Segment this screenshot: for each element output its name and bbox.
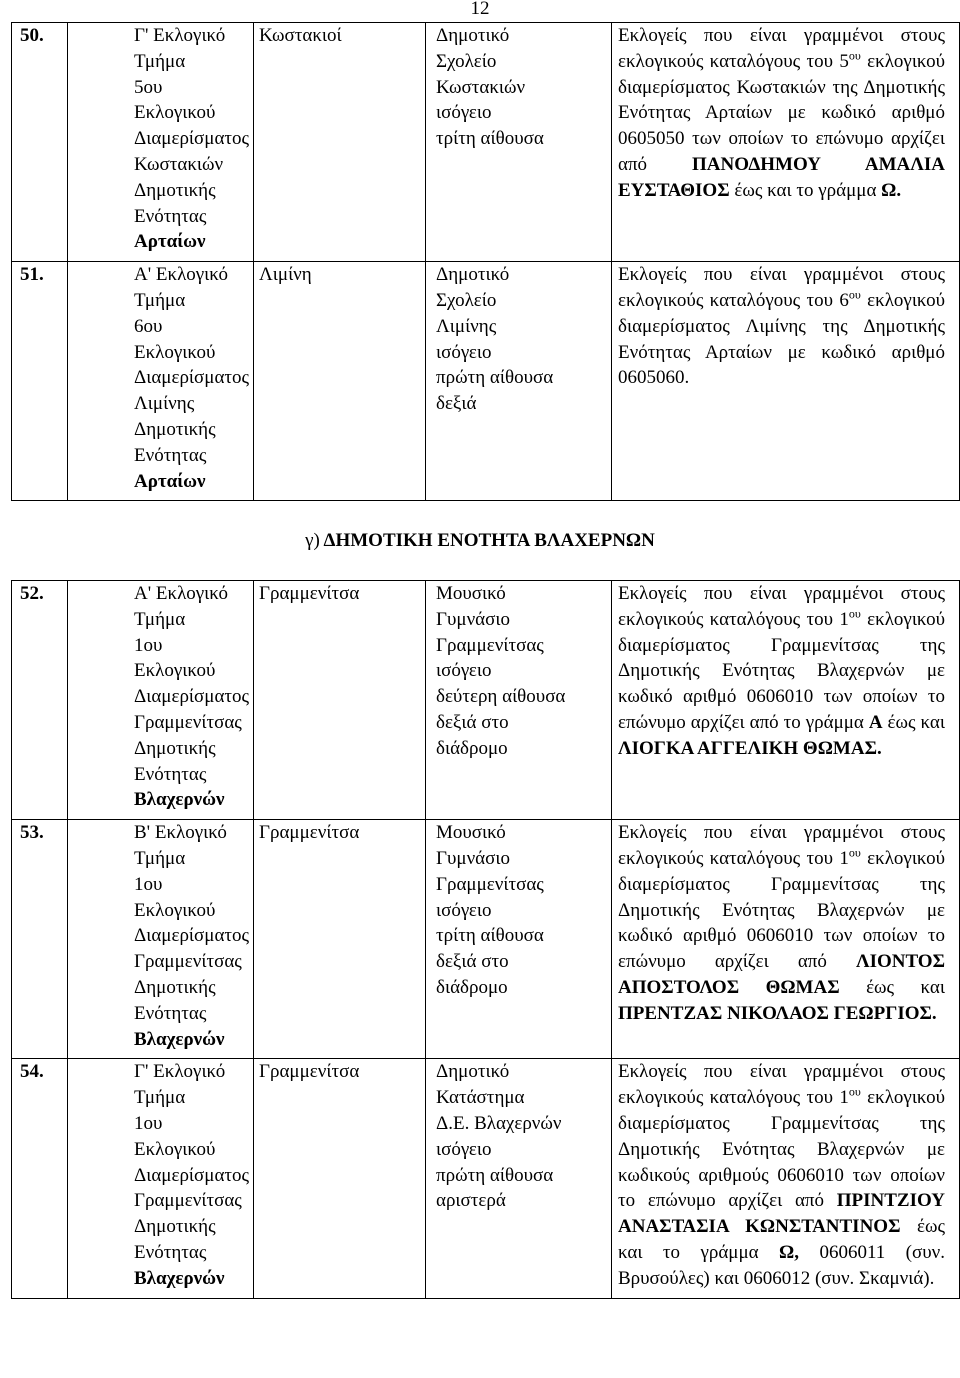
polling-section-line: 1ου Εκλογικού: [134, 1112, 216, 1160]
polling-section-line: Διαμερίσματος: [134, 925, 250, 947]
location-line: Γυμνάσιο: [436, 608, 510, 630]
surname-range-start: ΠΡΙΝΤΖΙΟΥ ΑΝΑΣΤΑΣΙΑ ΚΩΝΣΤΑΝΤΙΝΟΣ: [618, 1190, 945, 1238]
place-name: Κωστακιοί: [259, 25, 342, 46]
polling-section-line: Τμήμα: [134, 608, 186, 630]
description-text: έως και: [839, 976, 945, 998]
location-line: ισόγειο: [436, 899, 492, 921]
location-line: τρίτη αίθουσα: [436, 128, 544, 150]
location-line: Σχολείο: [436, 289, 497, 311]
ordinal-suffix: ου: [848, 606, 861, 621]
polling-section-line: Κωστακιών: [134, 153, 224, 175]
description-text: έως και: [882, 711, 945, 733]
section-heading-title: ΔΗΜΟΤΙΚΗ ΕΝΟΤΗΤΑ ΒΛΑΧΕΡΝΩΝ: [323, 530, 655, 551]
voters-description: [618, 581, 945, 762]
polling-section-line: Ενότητας: [134, 1241, 207, 1263]
place-cell: [254, 23, 426, 262]
polling-section-line: Δημοτικής: [134, 1216, 216, 1238]
location-line: Δημοτικό: [436, 264, 510, 286]
location-cell: [426, 23, 612, 262]
polling-section-line: 5ου Εκλογικού: [134, 76, 216, 124]
location-line: Γυμνάσιο: [436, 847, 510, 869]
table-row: [12, 820, 960, 1059]
polling-section-unit: Βλαχερνών: [134, 1028, 225, 1050]
polling-section-unit: Αρταίων: [134, 231, 206, 253]
description-text: Εκλογείς που είναι γραμμένοι στους εκλογικούς καταλόγους του 1: [618, 1061, 945, 1109]
page-number: 12: [470, 0, 490, 19]
row-number: 51.: [20, 264, 44, 286]
location-cell: [426, 1059, 612, 1298]
polling-section-line: Δημοτικής: [134, 976, 216, 998]
surname-range-start: ΛΙΟΝΤΟΣ ΑΠΟΣΤΟΛΟΣ ΘΩΜΑΣ: [618, 951, 945, 998]
description-text: έως και το γράμμα: [729, 179, 882, 201]
description-text: Εκλογείς που είναι γραμμένοι στους εκλογικούς καταλόγους του 1: [618, 583, 945, 630]
location-line: ισόγειο: [436, 660, 492, 682]
polling-section-line: Δημοτικής: [134, 418, 216, 440]
row-number-cell: [12, 820, 68, 1059]
location-cell: [426, 262, 612, 501]
place-name: Λιμίνη: [259, 264, 312, 286]
location-line: διάδρομο: [436, 737, 508, 759]
surname-range-end: Ω,: [779, 1241, 800, 1263]
polling-section-line: Γ' Εκλογικό: [134, 1061, 226, 1083]
polling-section-line: Ενότητας: [134, 763, 207, 785]
location-line: Δημοτικό: [436, 1061, 510, 1083]
location-line: Μουσικό: [436, 822, 506, 844]
location-line: τρίτη αίθουσα: [436, 925, 544, 947]
location-line: δεύτερη αίθουσα: [436, 686, 566, 708]
section-heading-prefix: γ): [305, 530, 320, 551]
polling-section-cell: [68, 1059, 254, 1298]
polling-section-line: Γραμμενίτσας: [134, 711, 242, 733]
polling-section-cell: [68, 23, 254, 262]
row-number: 50.: [20, 25, 44, 46]
location-line: Μουσικό: [436, 583, 506, 604]
place-name: Γραμμενίτσα: [259, 583, 360, 604]
location-line: ισόγειο: [436, 102, 492, 124]
row-number: 54.: [20, 1061, 44, 1083]
polling-section-line: 1ου Εκλογικού: [134, 873, 216, 921]
row-number: 53.: [20, 822, 44, 844]
polling-section-line: Διαμερίσματος: [134, 128, 250, 150]
table-row: [12, 262, 960, 501]
surname-range-start: Α: [868, 711, 883, 733]
polling-section-line: Γραμμενίτσας: [134, 951, 242, 973]
voters-description: [618, 1059, 945, 1291]
surname-range-end: ΠΡΕΝΤΖΑΣ ΝΙΚΟΛΑΟΣ ΓΕΩΡΓΙΟΣ.: [618, 1002, 937, 1024]
table-row: [12, 23, 960, 262]
voters-description: [618, 820, 945, 1026]
location-cell: [426, 581, 612, 820]
location-line: Γραμμενίτσας: [436, 873, 544, 895]
place-name: Γραμμενίτσα: [259, 1061, 360, 1083]
ordinal-suffix: ου: [848, 287, 861, 302]
description-text: Εκλογείς που είναι γραμμένοι στους εκλογικούς καταλόγους του 1: [618, 822, 945, 869]
location-line: Λιμίνης: [436, 315, 497, 337]
polling-section-unit: Αρταίων: [134, 470, 206, 492]
polling-section-cell: [68, 820, 254, 1059]
voters-description-cell: [612, 262, 960, 501]
voters-description: [618, 23, 945, 204]
location-line: δεξιά στο: [436, 711, 509, 733]
voters-description-cell: [612, 1059, 960, 1298]
voters-description-cell: [612, 581, 960, 820]
polling-section-line: Λιμίνης: [134, 393, 195, 415]
description-text: εκλογικού διαμερίσματος Κωστακιών της Δημοτικής Ενότητας Αρταίων με κωδικό αριθμό 0605050 των οποίων το επώνυμο αρχίζει από: [618, 50, 945, 175]
voters-description: [618, 262, 945, 391]
location-line: δεξιά στο: [436, 951, 509, 973]
surname-range-end: ΛΙΟΓΚΑ ΑΓΓΕΛΙΚΗ ΘΩΜΑΣ.: [618, 737, 882, 759]
location-line: ισόγειο: [436, 341, 492, 363]
polling-section-line: Α' Εκλογικό: [134, 583, 228, 604]
place-cell: [254, 262, 426, 501]
location-line: πρώτη αίθουσα: [436, 1164, 554, 1186]
location-line: δεξιά: [436, 393, 477, 415]
polling-section-line: 6ου Εκλογικού: [134, 315, 216, 363]
polling-section-line: Δημοτικής: [134, 179, 216, 201]
polling-section-line: Τμήμα: [134, 1087, 186, 1109]
voters-description-cell: [612, 820, 960, 1059]
ordinal-suffix: ου: [848, 48, 861, 63]
polling-section-line: Διαμερίσματος: [134, 367, 250, 389]
description-text: Εκλογείς που είναι γραμμένοι στους εκλογικούς καταλόγους του 6: [618, 264, 945, 311]
polling-section-line: Β' Εκλογικό: [134, 822, 227, 844]
location-cell: [426, 820, 612, 1059]
table-row: [12, 581, 960, 820]
location-line: διάδρομο: [436, 976, 508, 998]
polling-section-cell: [68, 581, 254, 820]
description-text: εκλογικού διαμερίσματος Γραμμενίτσας της Δημοτικής Ενότητας Βλαχερνών με κωδικό αριθμό 0606010 των οποίων το επώνυμο αρχίζει από το γράμμα: [618, 608, 945, 733]
row-number-cell: [12, 581, 68, 820]
polling-section-line: Τμήμα: [134, 847, 186, 869]
voters-description-cell: [612, 23, 960, 262]
polling-section-line: Διαμερίσματος: [134, 1164, 250, 1186]
location-line: Δ.Ε. Βλαχερνών: [436, 1112, 562, 1134]
polling-section-line: Διαμερίσματος: [134, 686, 250, 708]
polling-section-line: Τμήμα: [134, 50, 186, 72]
polling-section-line: Τμήμα: [134, 289, 186, 311]
polling-section-line: Ενότητας: [134, 205, 207, 227]
polling-section-line: Γραμμενίτσας: [134, 1190, 242, 1212]
table-top: [11, 22, 960, 501]
ordinal-suffix: ου: [848, 845, 861, 860]
location-line: Κωστακιών: [436, 76, 526, 98]
polling-section-unit: Βλαχερνών: [134, 1267, 225, 1289]
polling-section-cell: [68, 262, 254, 501]
polling-section-line: Α' Εκλογικό: [134, 264, 228, 286]
row-number-cell: [12, 262, 68, 501]
polling-section-line: 1ου Εκλογικού: [134, 634, 216, 682]
table-bottom: [11, 580, 960, 1299]
polling-section-line: Ενότητας: [134, 1002, 207, 1024]
description-text: εκλογικού διαμερίσματος Γραμμενίτσας της Δημοτικής Ενότητας Βλαχερνών με κωδικούς αριθμούς 0606010 των οποίων το επώνυμο αρχίζει από: [618, 1087, 945, 1212]
description-text: έως και το γράμμα: [618, 1216, 945, 1263]
location-line: Σχολείο: [436, 50, 497, 72]
description-text: εκλογικού διαμερίσματος Γραμμενίτσας της Δημοτικής Ενότητας Βλαχερνών με κωδικό αριθμό 0606010 των οποίων το επώνυμο αρχίζει από: [618, 847, 945, 973]
place-name: Γραμμενίτσα: [259, 822, 360, 844]
description-text: Εκλογείς που είναι γραμμένοι στους εκλογικούς καταλόγους του 5: [618, 25, 945, 72]
polling-section-line: Δημοτικής: [134, 737, 216, 759]
surname-range-start: ΠΑΝΟΔΗΜΟΥ ΑΜΑΛΙΑ ΕΥΣΤΑΘΙΟΣ: [618, 153, 945, 201]
location-line: πρώτη αίθουσα: [436, 367, 554, 389]
place-cell: [254, 1059, 426, 1298]
row-number-cell: [12, 1059, 68, 1298]
section-heading: [0, 528, 960, 554]
location-line: Κατάστημα: [436, 1087, 525, 1109]
polling-section-line: Ενότητας: [134, 444, 207, 466]
polling-section-line: Γ' Εκλογικό: [134, 25, 226, 46]
surname-range-end: Ω.: [881, 179, 902, 201]
place-cell: [254, 581, 426, 820]
ordinal-suffix: ου: [848, 1084, 861, 1099]
row-number-cell: [12, 23, 68, 262]
location-line: Γραμμενίτσας: [436, 634, 544, 656]
location-line: Δημοτικό: [436, 25, 510, 46]
description-text: εκλογικού διαμερίσματος Λιμίνης της Δημοτικής Ενότητας Αρταίων με κωδικό αριθμό 0605060.: [618, 289, 945, 389]
polling-section-unit: Βλαχερνών: [134, 789, 225, 811]
table-row: [12, 1059, 960, 1298]
description-text: 0606011 (συν. Βρυσούλες) και 0606012 (συν. Σκαμνιά).: [618, 1241, 945, 1289]
row-number: 52.: [20, 583, 44, 604]
place-cell: [254, 820, 426, 1059]
location-line: ισόγειο: [436, 1138, 492, 1160]
location-line: αριστερά: [436, 1190, 506, 1212]
